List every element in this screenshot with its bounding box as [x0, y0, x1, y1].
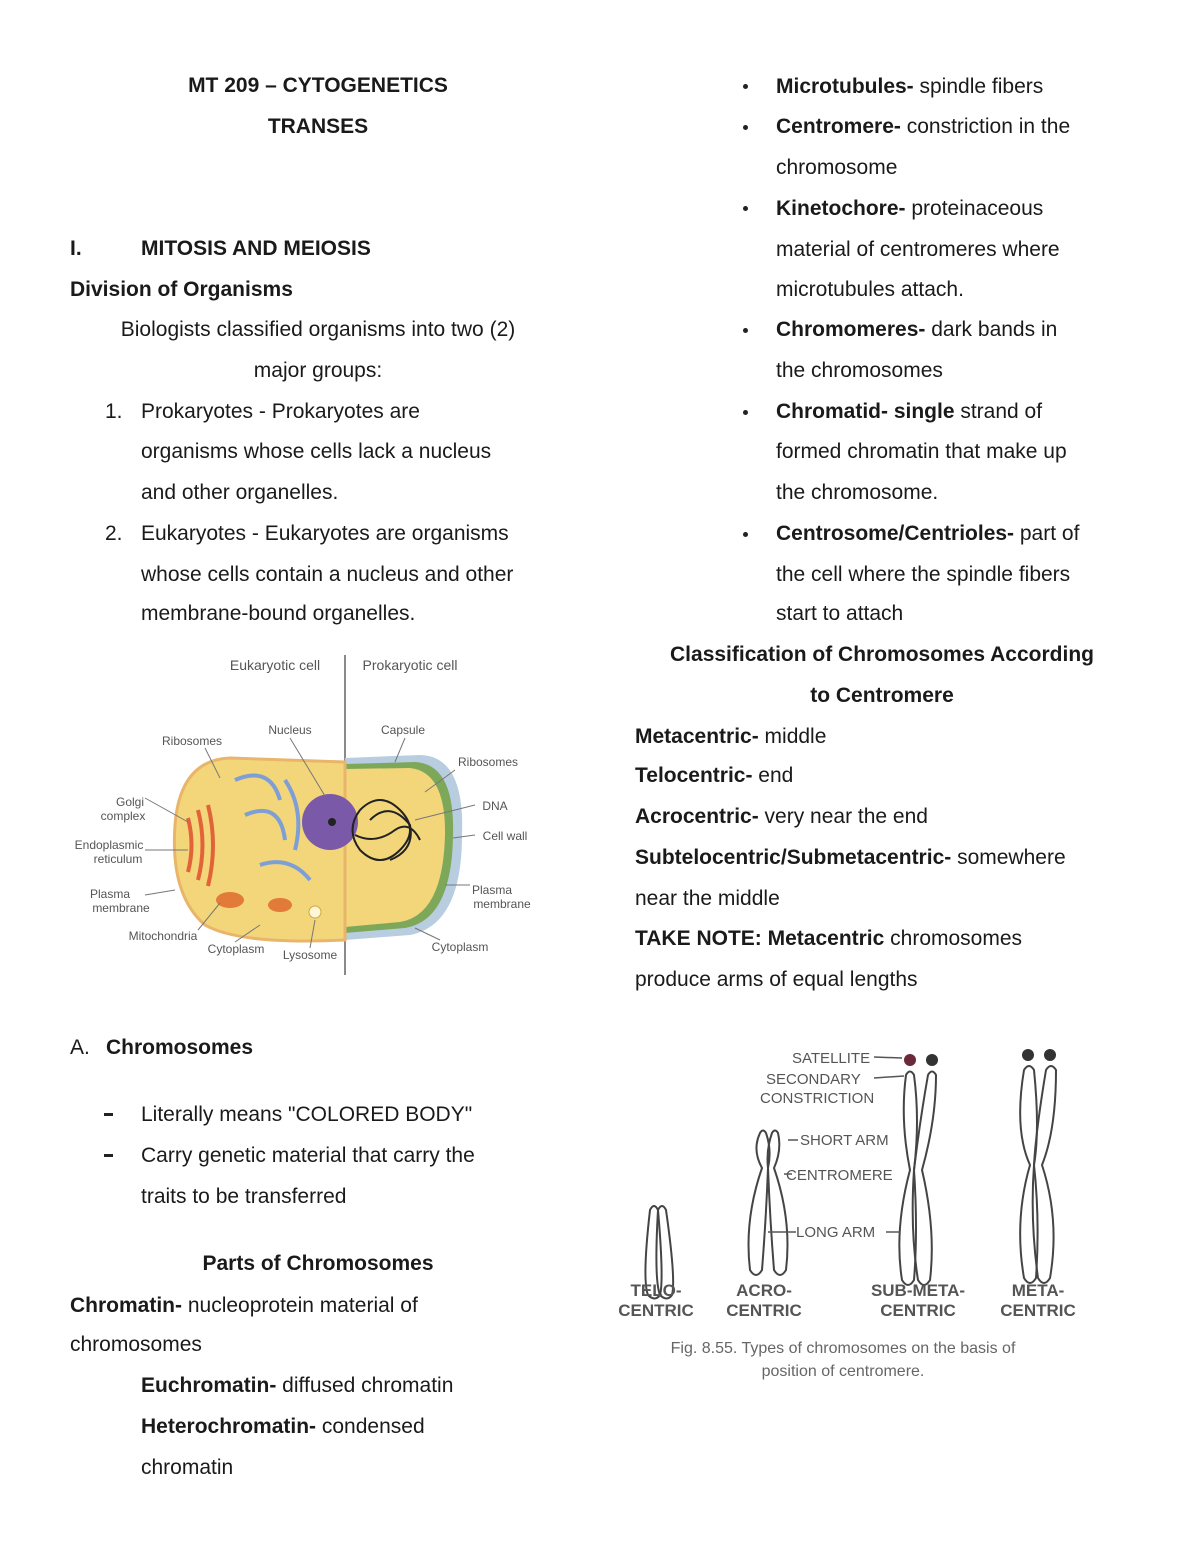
- euchromatin-term: Euchromatin-: [141, 1374, 277, 1397]
- part-line: [776, 198, 1043, 219]
- chromatin-term: Chromatin-: [70, 1294, 182, 1317]
- class-item: [635, 847, 1066, 868]
- satellite-label: SATELLITE: [792, 1050, 871, 1067]
- part-line-cont: formed chromatin that make up: [776, 440, 1067, 463]
- meta-label-2: CENTRIC: [1000, 1301, 1076, 1320]
- capsule-label: Capsule: [380, 723, 426, 737]
- submeta-label-2: CENTRIC: [880, 1301, 956, 1320]
- bullet-dot: [743, 84, 748, 89]
- heterochromatin-def-cont: chromatin: [141, 1456, 234, 1479]
- list-item-line: organisms whose cells lack a nucleus: [141, 440, 492, 463]
- pm-left-label-2: membrane: [92, 901, 150, 915]
- list-number: 1.: [105, 400, 123, 423]
- golgi-label-1: Golgi: [115, 795, 145, 809]
- part-line-cont: the chromosome.: [776, 481, 939, 504]
- section-title: MITOSIS AND MEIOSIS: [141, 237, 371, 260]
- figure-caption-1: Fig. 8.55. Types of chromosomes on the basis of: [670, 1340, 1016, 1357]
- part-def: proteinaceous: [905, 197, 1044, 220]
- ribosomes-right-label: Ribosomes: [457, 755, 519, 769]
- acro-label-1: ACRO-: [736, 1281, 792, 1300]
- submeta-label-1: SUB-META-: [870, 1281, 966, 1300]
- nucleus-label: Nucleus: [268, 723, 312, 737]
- class-term: Metacentric-: [635, 725, 759, 748]
- bullet-dot: [743, 532, 748, 537]
- part-def: dark bands in: [925, 318, 1058, 341]
- subheading-division: Division of Organisms: [70, 278, 293, 301]
- class-term: Telocentric-: [635, 764, 753, 787]
- bullet-dot: [743, 125, 748, 130]
- list-item-line: whose cells contain a nucleus and other: [141, 563, 514, 586]
- part-line: [776, 319, 1057, 340]
- part-term: Chromomeres-: [776, 318, 926, 341]
- classification-heading-1: Classification of Chromosomes According: [670, 643, 1094, 666]
- class-item: [635, 765, 793, 786]
- list-item-line: Eukaryotes - Eukaryotes are organisms: [141, 522, 509, 545]
- pm-left-label-1: Plasma: [89, 887, 131, 901]
- part-term: Centrosome/Centrioles-: [776, 522, 1015, 545]
- chromatin-def-cont: chromosomes: [70, 1333, 202, 1356]
- prokaryotic-title: Prokaryotic cell: [362, 657, 458, 673]
- acrocentric-chromosome: [749, 1131, 788, 1276]
- constriction-label: CONSTRICTION: [760, 1090, 875, 1107]
- centromere-label: CENTROMERE: [786, 1167, 893, 1184]
- take-note-line: [635, 928, 1022, 949]
- part-line-cont: microtubules attach.: [776, 278, 964, 301]
- er-label-2: reticulum: [93, 852, 143, 866]
- dash-bullet: [104, 1113, 113, 1116]
- meta-label-1: META-: [1011, 1281, 1065, 1300]
- chromosomes-heading: Chromosomes: [106, 1036, 254, 1059]
- class-term: Subtelocentric/Submetacentric-: [635, 846, 952, 869]
- chromatin-line: [70, 1295, 418, 1316]
- euchromatin-line: [141, 1375, 453, 1396]
- chromatin-def: nucleoprotein material of: [182, 1294, 418, 1317]
- telo-label-2: CENTRIC: [618, 1301, 694, 1320]
- part-term: Microtubules-: [776, 75, 914, 98]
- mitochondria-shape: [216, 892, 244, 908]
- part-line: [776, 76, 1043, 97]
- chromosome-bullet-cont: traits to be transferred: [141, 1185, 347, 1208]
- secondary-label: SECONDARY: [766, 1071, 861, 1088]
- heterochromatin-line: [141, 1416, 425, 1437]
- cell-comparison-figure: [70, 650, 540, 980]
- part-def: part of: [1014, 522, 1080, 545]
- list-number: 2.: [105, 522, 123, 545]
- part-term: Chromatid- single: [776, 400, 955, 423]
- take-note-label: TAKE NOTE:: [635, 927, 768, 950]
- list-item-line: Prokaryotes - Prokaryotes are: [141, 400, 420, 423]
- metacentric-chromosome: [1020, 1066, 1056, 1283]
- part-line-cont: start to attach: [776, 602, 904, 625]
- telo-label-1: TELO-: [630, 1281, 682, 1300]
- part-line: [776, 401, 1042, 422]
- chromosome-bullet: Literally means "COLORED BODY": [141, 1103, 473, 1126]
- course-subtitle: TRANSES: [267, 115, 369, 138]
- class-def: very near the end: [758, 805, 928, 828]
- class-item-cont: near the middle: [635, 887, 780, 910]
- class-term: Acrocentric-: [635, 805, 759, 828]
- class-item: [635, 806, 928, 827]
- parts-heading: Parts of Chromosomes: [202, 1252, 434, 1275]
- chromosome-types-figure: [610, 1040, 1090, 1390]
- part-line: [776, 523, 1079, 544]
- part-term: Centromere-: [776, 115, 901, 138]
- part-line: [776, 116, 1070, 137]
- satellite-dots: [904, 1049, 1056, 1066]
- cell-wall-label: Cell wall: [482, 829, 528, 843]
- section-numeral: I.: [70, 237, 82, 260]
- pm-right-label-2: membrane: [473, 897, 531, 911]
- dna-label: DNA: [482, 799, 508, 813]
- part-line-cont: the cell where the spindle fibers: [776, 563, 1071, 586]
- mitochondria-label: Mitochondria: [128, 929, 198, 943]
- course-title: MT 209 – CYTOGENETICS: [188, 74, 448, 97]
- acro-label-2: CENTRIC: [726, 1301, 802, 1320]
- part-def: constriction in the: [900, 115, 1071, 138]
- bullet-dot: [743, 206, 748, 211]
- bullet-dot: [743, 410, 748, 415]
- eukaryotic-title: Eukaryotic cell: [229, 657, 321, 673]
- submetacentric-chromosome: [899, 1072, 936, 1286]
- short-arm-label: SHORT ARM: [800, 1132, 889, 1149]
- intro-line-2: major groups:: [253, 359, 383, 382]
- part-def: strand of: [954, 400, 1043, 423]
- chromosomes-letter: A.: [70, 1036, 90, 1059]
- class-def: somewhere: [951, 846, 1066, 869]
- golgi-label-2: complex: [100, 809, 146, 823]
- heterochromatin-term: Heterochromatin-: [141, 1415, 317, 1438]
- part-line-cont: material of centromeres where: [776, 238, 1060, 261]
- take-note-cont: produce arms of equal lengths: [635, 968, 918, 991]
- part-line-cont: the chromosomes: [776, 359, 943, 382]
- intro-line-1: Biologists classified organisms into two (2): [120, 318, 516, 341]
- class-def: end: [752, 764, 794, 787]
- list-item-line: and other organelles.: [141, 481, 339, 504]
- chromosome-bullet: Carry genetic material that carry the: [141, 1144, 475, 1167]
- euchromatin-def: diffused chromatin: [276, 1374, 454, 1397]
- take-note-term: Metacentric: [767, 927, 885, 950]
- part-line-cont: chromosome: [776, 156, 898, 179]
- take-note-def: chromosomes: [884, 927, 1023, 950]
- list-item-line: membrane-bound organelles.: [141, 602, 416, 625]
- bullet-dot: [743, 328, 748, 333]
- cytoplasm-right-label: Cytoplasm: [431, 940, 489, 954]
- figure-caption-2: position of centromere.: [761, 1363, 925, 1380]
- er-label-1: Endoplasmic: [74, 838, 144, 852]
- class-item: [635, 726, 826, 747]
- classification-heading-2: to Centromere: [810, 684, 954, 707]
- dash-bullet: [104, 1154, 113, 1157]
- heterochromatin-def: condensed: [316, 1415, 425, 1438]
- part-def: spindle fibers: [913, 75, 1044, 98]
- ribosomes-left-label: Ribosomes: [161, 734, 223, 748]
- lysosome-label: Lysosome: [282, 948, 338, 962]
- part-term: Kinetochore-: [776, 197, 906, 220]
- class-def: middle: [758, 725, 827, 748]
- long-arm-label: LONG ARM: [796, 1224, 876, 1241]
- cytoplasm-left-label: Cytoplasm: [207, 942, 265, 956]
- pm-right-label-1: Plasma: [471, 883, 513, 897]
